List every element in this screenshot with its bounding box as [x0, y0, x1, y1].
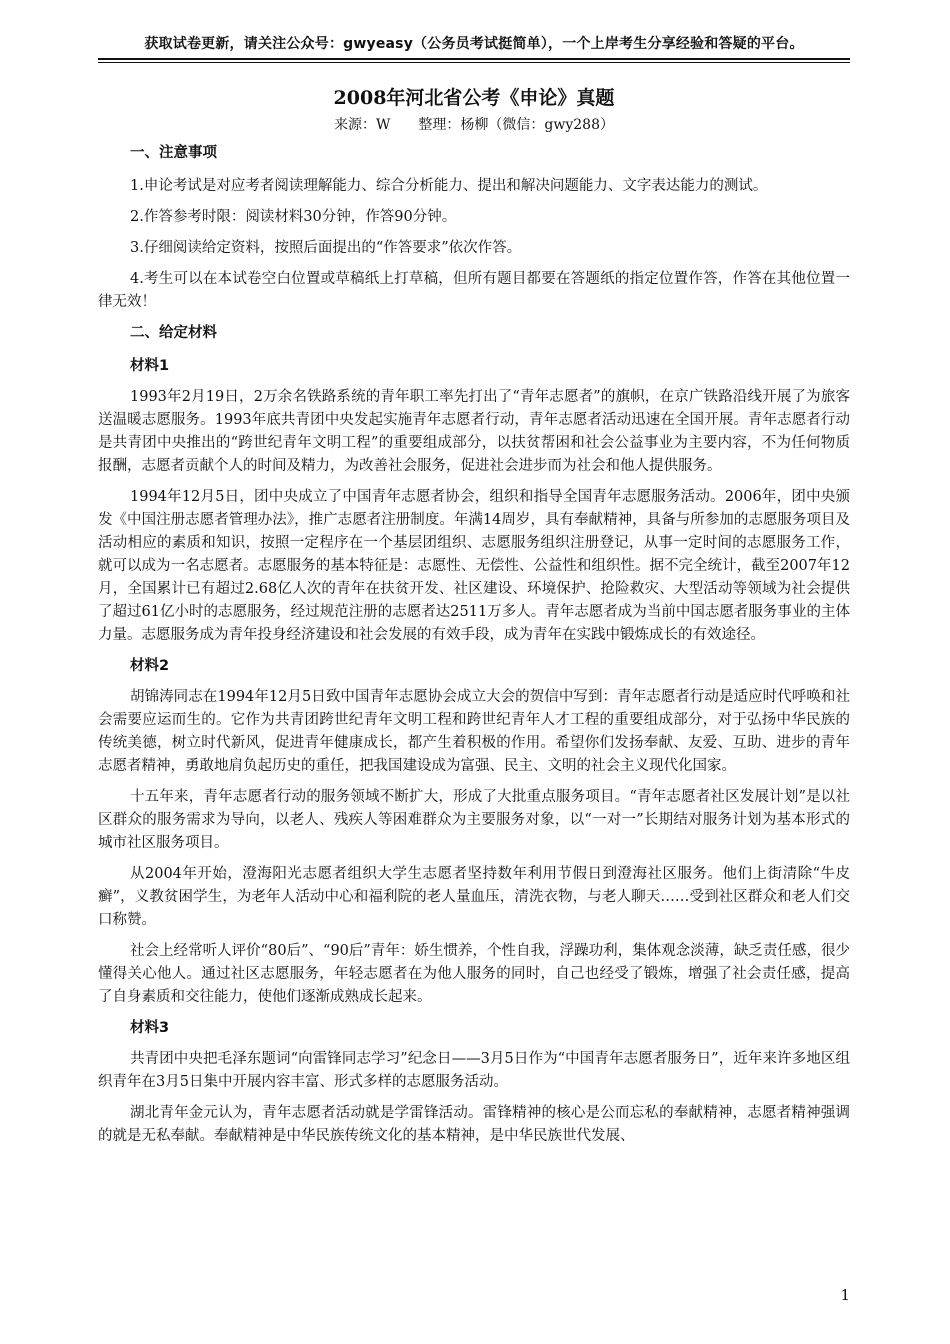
note-item: 4.考生可以在本试卷空白位置或草稿纸上打草稿，但所有题目都要在答题纸的指定位置作答，作答在其他位置一律无效！	[98, 271, 850, 310]
page-number: 1	[840, 1286, 850, 1304]
note-item: 3.仔细阅读给定资料，按照后面提出的“作答要求”依次作答。	[130, 240, 522, 256]
material-paragraph: 共青团中央把毛泽东题词“向雷锋同志学习”纪念日——3月5日作为“中国青年志愿者服务日”，近年来许多地区组织青年在3月5日集中开展内容丰富、形式多样的志愿服务活动。	[98, 1051, 850, 1090]
document-title: 2008年河北省公考《申论》真题	[333, 87, 615, 109]
material-3-heading: 材料3	[130, 1020, 170, 1036]
material-paragraph: 胡锦涛同志在1994年12月5日致中国青年志愿协会成立大会的贺信中写到：青年志愿者行动是适应时代呼唤和社会需要应运而生的。它作为共青团跨世纪青年文明工程和跨世纪青年人才工程的重要组成部分，对于弘扬中华民族的传统美德，树立时代新风，促进青年健康成长，都产生着积极的作用。希望你们发扬奉献、友爱、互助、进步的青年志愿者精神，勇敢地肩负起历史的重任，把我国建设成为富强、民主、文明的社会主义现代化国家。	[98, 689, 850, 774]
material-paragraph: 社会上经常听人评价“80后”、“90后”青年：娇生惯养，个性自我，浮躁功利，集体观念淡薄，缺乏责任感，很少懂得关心他人。通过社区志愿服务，年轻志愿者在为他人服务的同时，自己也经受了锻炼，增强了社会责任感，提高了自身素质和交往能力，使他们逐渐成熟成长起来。	[98, 943, 850, 1005]
header-rule-thin	[98, 62, 850, 63]
material-paragraph: 十五年来，青年志愿者行动的服务领域不断扩大，形成了大批重点服务项目。“青年志愿者社区发展计划”是以社区群众的服务需求为导向，以老人、残疾人等困难群众为主要服务对象，以“一对一”长期结对服务计划为基本形式的城市社区服务项目。	[98, 789, 850, 851]
document-source: 来源：W 整理：杨柳（微信：gwy288）	[334, 117, 614, 133]
material-1-heading: 材料1	[130, 358, 170, 374]
material-paragraph: 从2004年开始，澄海阳光志愿者组织大学生志愿者坚持数年利用节假日到澄海社区服务。他们上街清除“牛皮癣”，义教贫困学生，为老年人活动中心和福利院的老人量血压，清洗衣物，与老人聊天……受到社区群众和老人们交口称赞。	[98, 866, 850, 928]
header-rule-thick	[98, 58, 850, 60]
note-item: 1.申论考试是对应考者阅读理解能力、综合分析能力、提出和解决问题能力、文字表达能力的测试。	[130, 178, 768, 194]
page-header-banner: 获取试卷更新，请关注公众号：gwyeasy（公务员考试挺简单），一个上岸考生分享经验和答疑的平台。	[144, 36, 804, 52]
material-paragraph: 湖北青年金元认为，青年志愿者活动就是学雷锋活动。雷锋精神的核心是公而忘私的奉献精神，志愿者精神强调的就是无私奉献。奉献精神是中华民族传统文化的基本精神，是中华民族世代发展、	[98, 1105, 850, 1144]
section-heading-notes: 一、注意事项	[130, 145, 217, 161]
document-body	[98, 84, 850, 1156]
section-heading-materials: 二、给定材料	[130, 325, 217, 341]
material-2-heading: 材料2	[130, 658, 170, 674]
material-paragraph: 1994年12月5日，团中央成立了中国青年志愿者协会，组织和指导全国青年志愿服务活动。2006年，团中央颁发《中国注册志愿者管理办法》，推广志愿者注册制度。年满14周岁，具有奉献精神，具备与所参加的志愿服务项目及活动相应的素质和知识，按照一定程序在一个基层团组织、志愿服务组织注册登记，从事一定时间的志愿服务工作，就可以成为一名志愿者。志愿服务的基本特征是：志愿性、无偿性、公益性和组织性。据不完全统计，截至2007年12月，全国累计已有超过2.68亿人次的青年在扶贫开发、社区建设、环境保护、抢险救灾、大型活动等领域为社会提供了超过61亿小时的志愿服务，经过规范注册的志愿者达2511万多人。青年志愿者成为当前中国志愿者服务事业的主体力量。志愿服务成为青年投身经济建设和社会发展的有效手段，成为青年在实践中锻炼成长的有效途径。	[98, 489, 850, 643]
note-item: 2.作答参考时限：阅读材料30分钟，作答90分钟。	[130, 209, 457, 225]
material-paragraph: 1993年2月19日，2万余名铁路系统的青年职工率先打出了“青年志愿者”的旗帜，在京广铁路沿线开展了为旅客送温暖志愿服务。1993年底共青团中央发起实施青年志愿者行动，青年志愿者活动迅速在全国开展。青年志愿者行动是共青团中央推出的“跨世纪青年文明工程”的重要组成部分，以扶贫帮困和社会公益事业为主要内容，不为任何物质报酬，志愿者贡献个人的时间及精力，为改善社会服务，促进社会进步而为社会和他人提供服务。	[98, 389, 850, 474]
